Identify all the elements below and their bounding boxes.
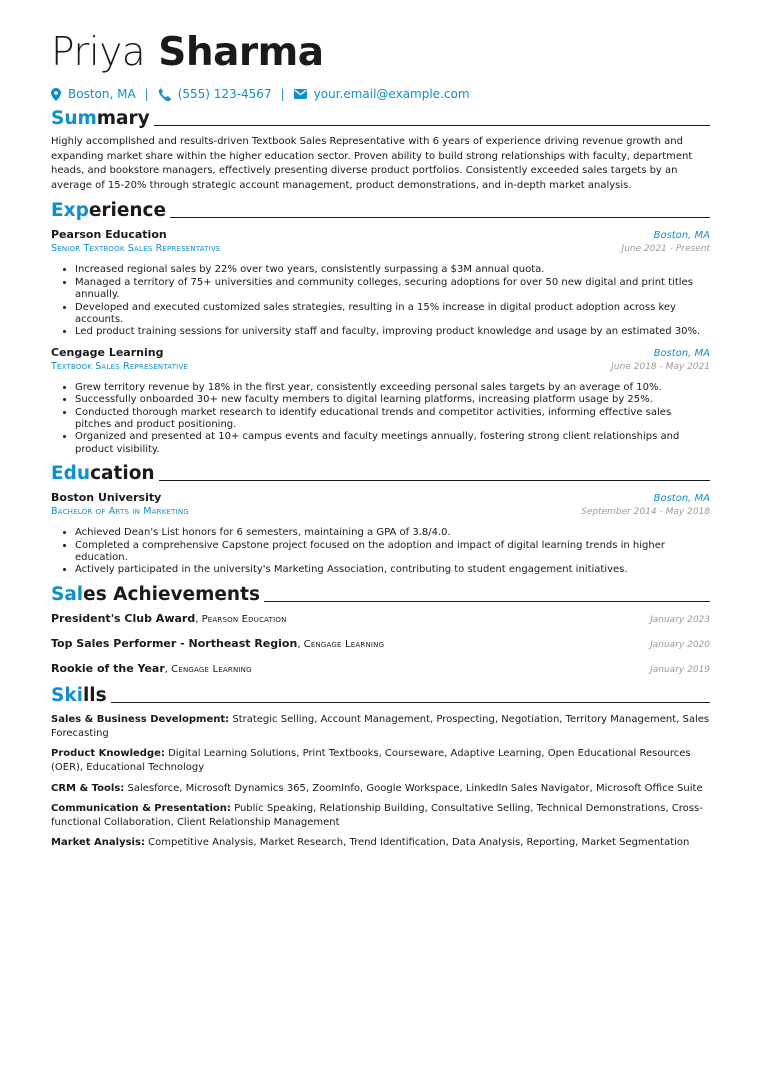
achievement-item: Top Sales Performer - Northeast Region, Cengage Learning January 2020: [51, 636, 710, 650]
school-name: Boston University: [51, 491, 162, 505]
summary-title-accent: Sum: [51, 108, 97, 129]
experience-heading: [51, 200, 710, 222]
achievements-heading: [51, 584, 710, 606]
skill-list: Competitive Analysis, Market Research, Trend Identification, Data Analysis, Reporting, Market Segmentation: [148, 837, 690, 849]
education-entry: [51, 490, 710, 577]
skill-list: Digital Learning Solutions, Print Textbooks, Courseware, Adaptive Learning, Open Educational Resources (OER), Educational Technology: [51, 748, 691, 774]
achievement-item: President's Club Award, Pearson Education January 2023: [51, 611, 710, 625]
location-text: Boston, MA: [68, 87, 136, 101]
school-location: Boston, MA: [653, 493, 710, 505]
education-title: [51, 463, 155, 485]
employer-location: Boston, MA: [653, 347, 710, 359]
job-title: Senior Textbook Sales Representative: [51, 243, 221, 255]
skill-list: Public Speaking, Relationship Building, Consultative Selling, Technical Demonstrations, Cross-functional Collaboration, Client Relationship Management: [51, 802, 703, 829]
experience-title-accent: Exp: [51, 200, 89, 222]
skill-group: [51, 713, 710, 741]
job-dates: June 2021 - Present: [621, 244, 710, 255]
achievement-date: January 2020: [650, 639, 710, 650]
skill-group: [51, 782, 710, 796]
achievement-title: Rookie of the Year: [51, 661, 165, 675]
skills-title-accent: Ski: [51, 684, 83, 706]
job-title: Textbook Sales Representative: [51, 360, 189, 372]
summary-text: Highly accomplished and results-driven Textbook Sales Representative with 6 years of experience driving revenue growth and expanding market share within the higher education sector. Proven ability to build strong relationships with faculty, department heads, and bookstore managers, effectively presenting diverse product portfolios. Consistently exceeded sales targets by an average of 15-20% through strategic account management, product demonstrations, and in-depth market analysis.: [51, 136, 693, 191]
achievement-org: Cengage Learning: [171, 663, 252, 675]
experience-title: [51, 200, 166, 222]
email-link[interactable]: your.email@example.com: [313, 87, 470, 101]
phone-item: [158, 87, 272, 101]
section-rule: [154, 125, 710, 126]
achievement-title: Top Sales Performer - Northeast Region: [51, 636, 298, 650]
skill-category: Communication & Presentation:: [51, 802, 231, 814]
map-marker-icon: [51, 88, 61, 101]
employer-location: Boston, MA: [653, 230, 710, 242]
skill-category: Sales & Business Development:: [51, 713, 230, 725]
phone-icon: [158, 88, 171, 101]
candidate-name: [51, 30, 710, 76]
list-item: • Developed and executed customized sales strategies, resulting in a 15% increase in digital product adoption across key accounts.: [75, 302, 710, 327]
summary-heading: [51, 108, 710, 130]
employer-name: Cengage Learning: [51, 345, 164, 359]
experience-entry: [51, 227, 710, 338]
degree: Bachelor of Arts in Marketing: [51, 506, 189, 518]
section-rule: [264, 601, 710, 602]
contact-separator: |: [280, 87, 285, 101]
section-rule: [159, 480, 710, 481]
skill-category: CRM & Tools:: [51, 782, 125, 794]
achievements-title-rest: es Achievements: [83, 583, 260, 605]
list-item: • Managed a territory of 75+ universities and community colleges, securing adoptions for over 50 new digital and print titles annually.: [75, 277, 710, 302]
skill-list: Strategic Selling, Account Management, Prospecting, Negotiation, Territory Management, Sales Forecasting: [51, 713, 710, 740]
email-item[interactable]: [294, 87, 470, 101]
achievements-title: [51, 584, 260, 606]
first-name: Priya: [51, 30, 146, 75]
list-item: • Led product training sessions for university staff and faculty, improving product knowledge and usage by an estimated 30%.: [75, 326, 710, 338]
contact-line: [51, 86, 710, 102]
education-bullets: [51, 527, 710, 577]
skill-category: Product Knowledge:: [51, 748, 165, 760]
job-dates: June 2018 - May 2021: [611, 361, 710, 372]
list-item: • Actively participated in the university's Marketing Association, contributing to student engagement initiatives.: [75, 564, 710, 576]
skill-group: [51, 836, 710, 850]
achievements-title-accent: Sal: [51, 583, 84, 605]
achievement-org: Cengage Learning: [303, 638, 385, 650]
achievement-date: January 2019: [650, 664, 710, 675]
skill-group: [51, 747, 710, 775]
location-item: [51, 87, 136, 101]
education-title-accent: Edu: [51, 463, 91, 485]
skill-category: Market Analysis:: [51, 837, 145, 849]
achievement-org: Pearson Education: [201, 613, 287, 625]
education-title-rest: cation: [90, 463, 155, 485]
skill-group: [51, 802, 710, 830]
education-dates: September 2014 - May 2018: [581, 507, 710, 518]
job-bullets: [51, 264, 710, 338]
skills-title-rest: lls: [82, 684, 107, 706]
achievement-date: January 2023: [650, 614, 710, 625]
job-bullets: [51, 382, 710, 456]
contact-separator: |: [144, 87, 149, 101]
section-rule: [170, 217, 710, 218]
last-name: Sharma: [158, 30, 324, 75]
phone-text: (555) 123-4567: [177, 87, 272, 101]
skill-list: Salesforce, Microsoft Dynamics 365, ZoomInfo, Google Workspace, LinkedIn Sales Navigator, Microsoft Office Suite: [127, 782, 703, 794]
experience-title-rest: erience: [88, 200, 167, 222]
section-rule: [111, 702, 710, 703]
summary-title: [51, 108, 150, 130]
list-item: • Conducted thorough market research to identify educational trends and competitor activities, informing effective sales pitches and product positioning.: [75, 407, 710, 432]
employer-name: Pearson Education: [51, 228, 167, 242]
list-item: • Grew territory revenue by 18% in the first year, consistently exceeding personal sales targets by an average of 10%.: [75, 382, 710, 394]
experience-entry: [51, 345, 710, 456]
education-heading: [51, 463, 710, 485]
list-item: • Organized and presented at 10+ campus events and faculty meetings annually, fostering strong client relationships and product visibility.: [75, 431, 710, 456]
list-item: • Completed a comprehensive Capstone project focused on the adoption and impact of digital learning trends in higher education.: [75, 540, 710, 565]
list-item: • Achieved Dean's List honors for 6 semesters, maintaining a GPA of 3.8/4.0.: [75, 527, 710, 539]
summary-title-rest: mary: [96, 108, 150, 129]
list-item: • Increased regional sales by 22% over two years, consistently surpassing a $3M annual quota.: [75, 264, 710, 276]
envelope-icon: [294, 89, 307, 99]
achievement-item: Rookie of the Year, Cengage Learning January 2019: [51, 661, 710, 675]
skills-title: [51, 685, 107, 707]
skills-heading: [51, 685, 710, 707]
list-item: • Successfully onboarded 30+ new faculty members to digital learning platforms, increasing platform usage by 25%.: [75, 394, 710, 406]
achievement-title: President's Club Award: [51, 611, 196, 625]
